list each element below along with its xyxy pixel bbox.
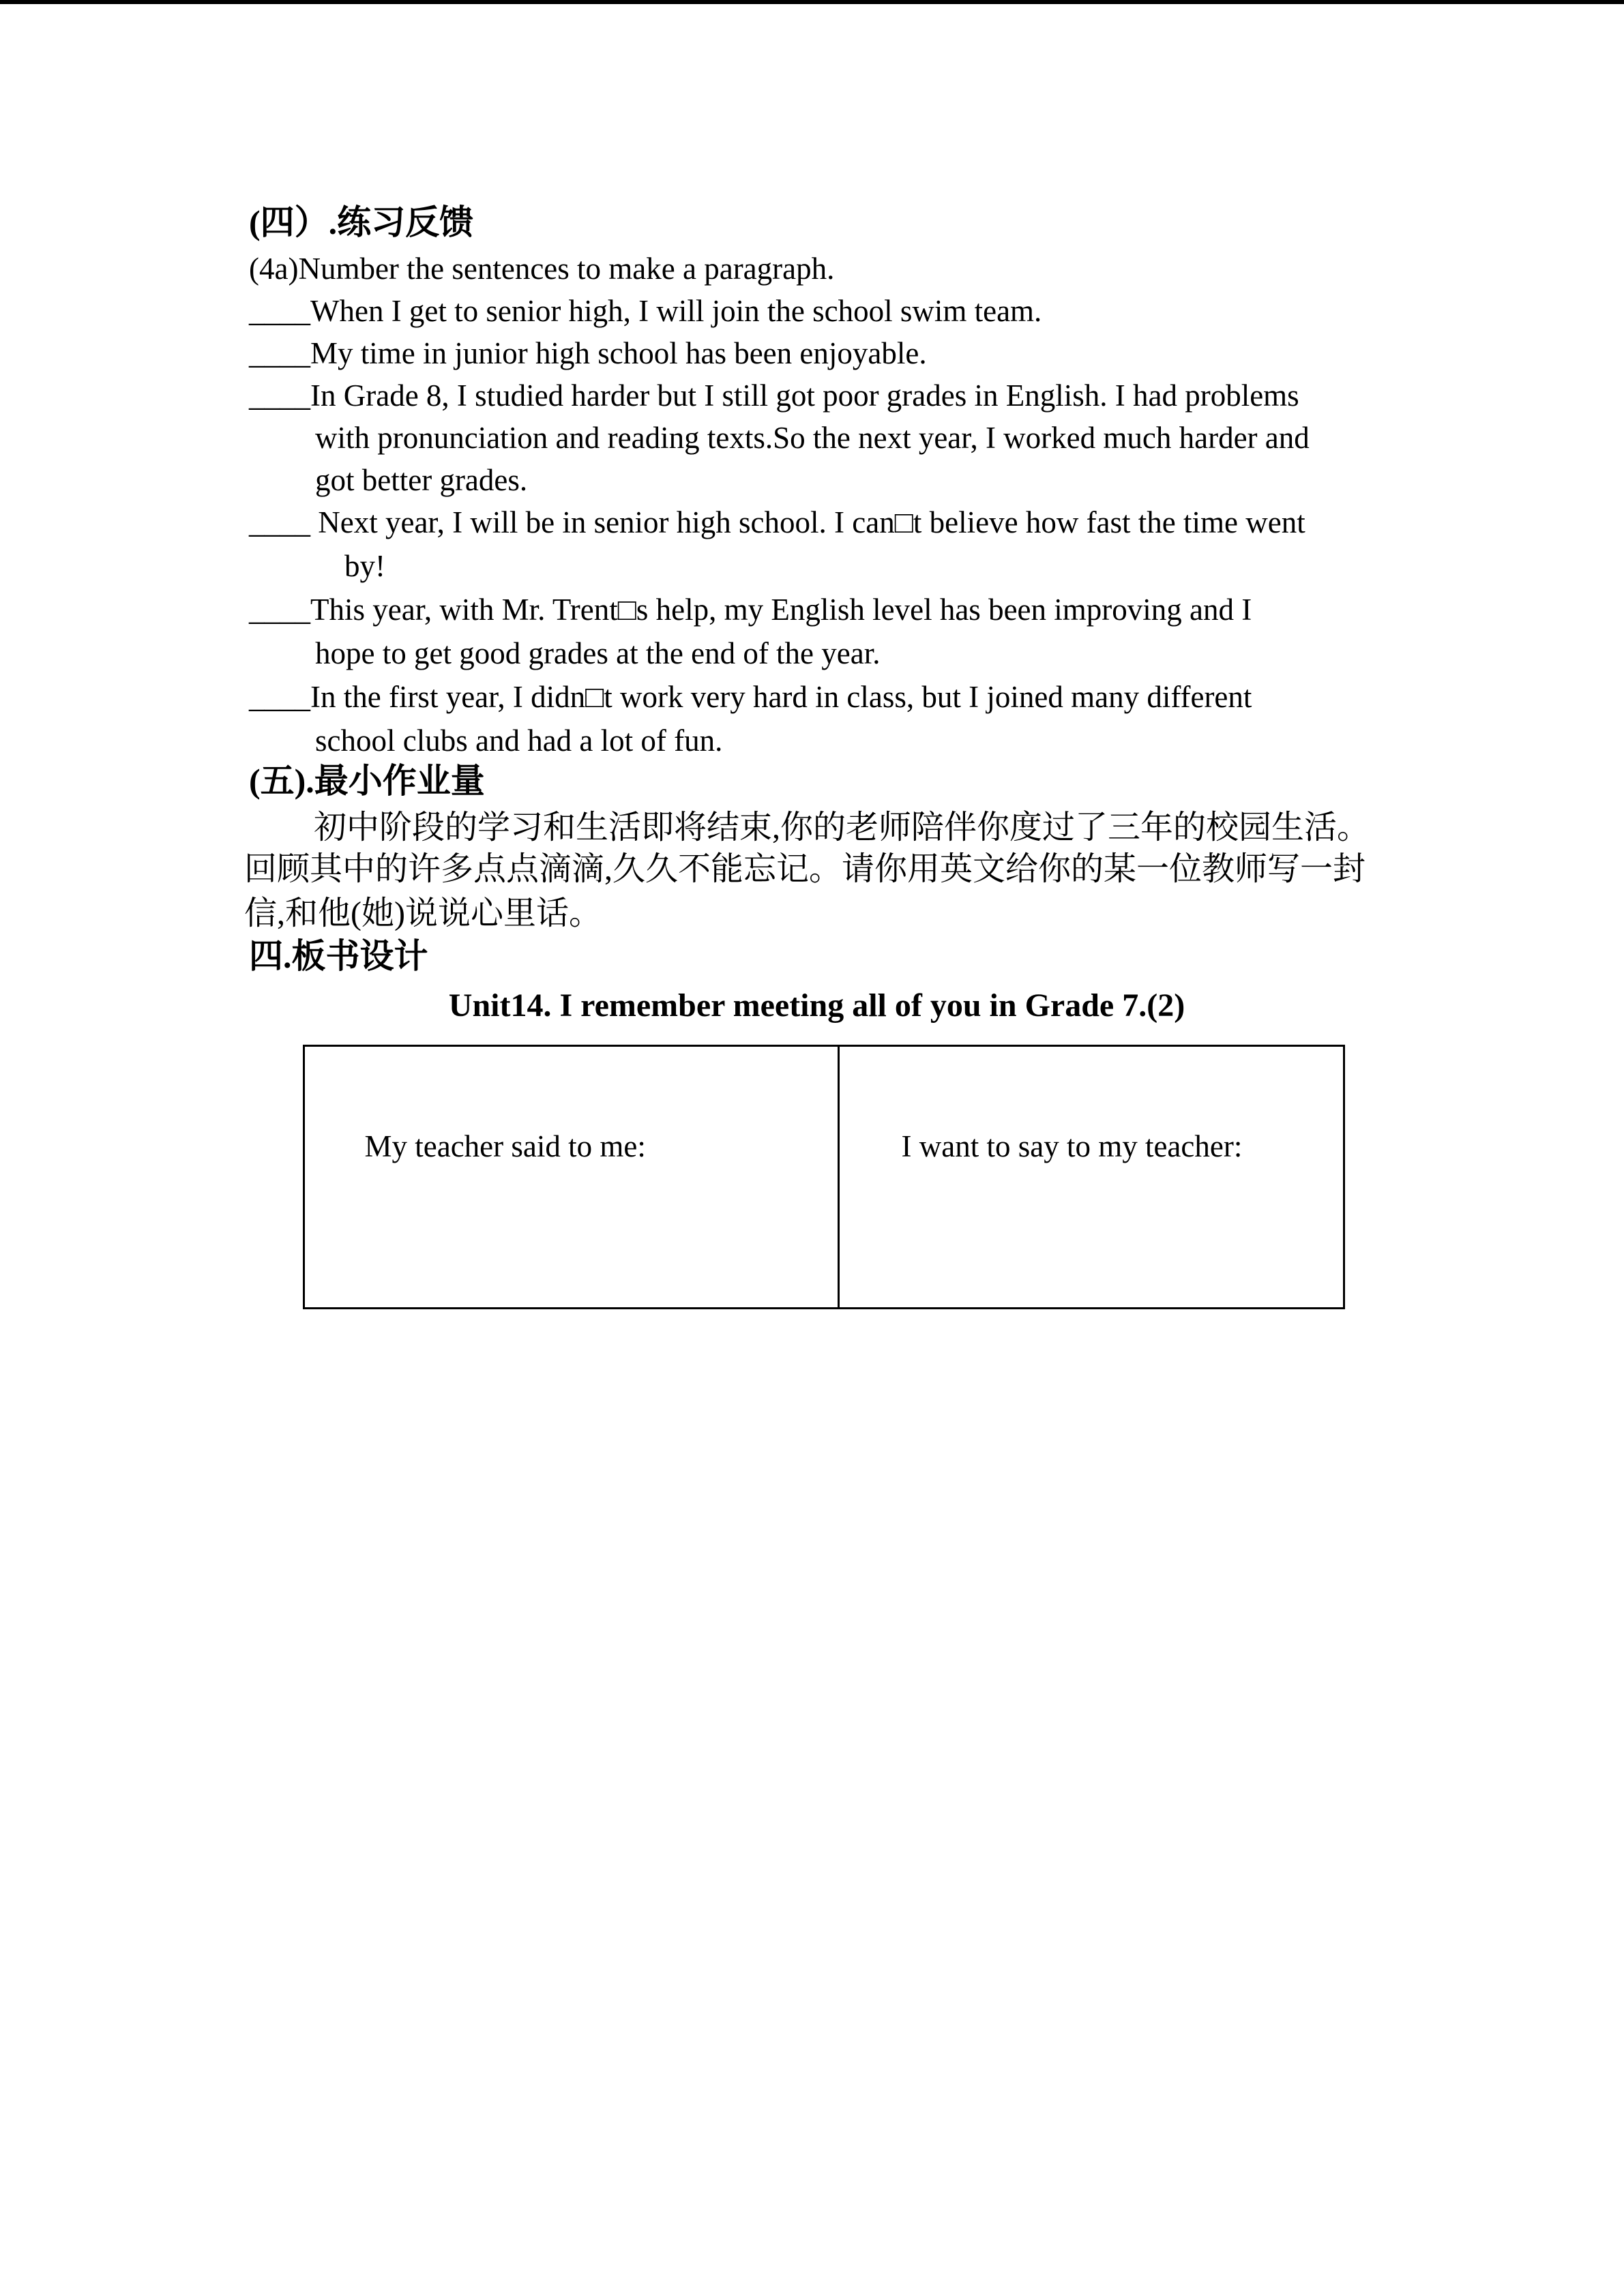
table-cell-i-want-to-say (840, 1047, 1343, 1307)
blank-sentence-3-continuation-2: got better grades. (315, 463, 528, 497)
blank-sentence-4-continuation: by! (344, 549, 385, 583)
blackboard-table (303, 1045, 1345, 1309)
blank-sentence-5: ____This year, with Mr. Trent□s help, my English level has been improving and I (249, 593, 1252, 627)
blank-sentence-3-continuation-1: with pronunciation and reading texts.So the next year, I worked much harder and (315, 421, 1310, 455)
blank-sentence-4: ____ Next year, I will be in senior high school. I can□t believe how fast the time went (249, 505, 1305, 539)
table-cell-right-label: I want to say to my teacher: (901, 1129, 1243, 1163)
blackboard-unit-title: Unit14. I remember meeting all of you in Grade 7.(2) (448, 987, 1185, 1024)
blank-sentence-6: ____In the first year, I didn□t work very hard in class, but I joined many different (249, 680, 1252, 714)
section5-heading: (五).最小作业量 (249, 762, 485, 800)
section5-paragraph-line-3: 信,和他(她)说说心里话。 (244, 895, 602, 931)
blackboard-design-heading: 四.板书设计 (249, 937, 428, 975)
blank-sentence-3: ____In Grade 8, I studied harder but I still got poor grades in English. I had problems (249, 378, 1299, 413)
section5-paragraph-line-2: 回顾其中的许多点点滴滴,久久不能忘记。请你用英文给你的某一位教师写一封 (244, 851, 1366, 887)
blank-sentence-2: ____My time in junior high school has been enjoyable. (249, 336, 927, 370)
top-border-bar (0, 0, 1624, 4)
table-cell-left-label: My teacher said to me: (364, 1129, 646, 1163)
section4-heading: (四）.练习反馈 (249, 203, 474, 241)
blank-sentence-5-continuation: hope to get good grades at the end of the year. (315, 636, 881, 670)
table-cell-teacher-said (305, 1047, 840, 1307)
instruction-4a: (4a)Number the sentences to make a paragraph. (249, 252, 835, 286)
blank-sentence-1: ____When I get to senior high, I will join the school swim team. (249, 294, 1042, 328)
section5-paragraph-line-1: 初中阶段的学习和生活即将结束,你的老师陪伴你度过了三年的校园生活。 (314, 809, 1370, 846)
blank-sentence-6-continuation: school clubs and had a lot of fun. (315, 724, 723, 758)
